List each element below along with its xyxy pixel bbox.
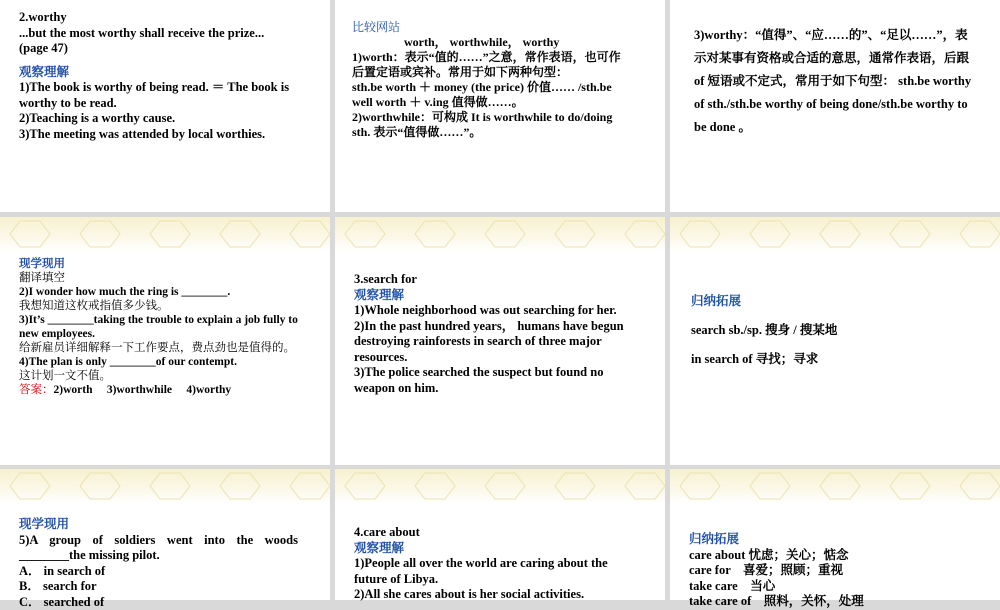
- section-heading: 归纳拓展: [691, 294, 981, 309]
- word-list: worth， worthwhile， worthy: [352, 35, 632, 50]
- question-2: 2)I wonder how much the ring is ________.: [19, 285, 304, 299]
- worth-patterns: sth.be worth ＋ money (the price) 价值…… /sth.be well worth ＋ v.ing 值得做……。: [352, 80, 632, 110]
- example-1: 1)Whole neighborhood was out searching for her.: [354, 303, 634, 319]
- section-heading: 观察理解: [19, 65, 309, 81]
- slide-compare: [335, 0, 665, 212]
- heading-search-for: 3.search for: [354, 272, 634, 288]
- expand-line-1: search sb./sp. 搜身 / 搜某地: [691, 323, 981, 338]
- option-a: A． in search of: [19, 564, 298, 580]
- banner: [0, 469, 330, 503]
- banner: [335, 469, 665, 503]
- section-heading: 观察理解: [354, 288, 634, 304]
- question-4: 4)The plan is only ________of our contempt.: [19, 355, 304, 369]
- section-heading: 观察理解: [354, 541, 634, 557]
- slide-search-expand: [670, 217, 1000, 465]
- hexagon-pattern-icon: [670, 217, 1000, 251]
- slide-search-for: [335, 217, 665, 465]
- question-5: 5)A group of soldiers went into the woods ________the missing pilot.: [19, 533, 298, 564]
- worthwhile-note: 2)worthwhile：可构成 It is worthwhile to do/doing sth. 表示“值得做……”。: [352, 110, 632, 140]
- question-4-cn: 这计划一文不值。: [19, 369, 304, 383]
- page-ref: (page 47): [19, 41, 309, 57]
- section-heading: 比较网站: [352, 20, 632, 35]
- example-2: 2)Teaching is a worthy cause.: [19, 111, 309, 127]
- example-1: 1)People all over the world are caring about the future of Libya.: [354, 556, 634, 587]
- heading-worthy: 2.worthy: [19, 10, 309, 26]
- hexagon-pattern-icon: [335, 217, 665, 251]
- slide-care-about: [335, 469, 665, 600]
- banner: [670, 217, 1000, 251]
- expand-line-4: take care of 照料，关怀，处理: [689, 594, 979, 610]
- expand-line-2: care for 喜爱；照顾；重视: [689, 563, 979, 579]
- worth-note: 1)worth：表示“值的……”之意，常作表语，也可作后置定语或宾补。常用于如下两种句型：: [352, 50, 632, 80]
- example-3: 3)The meeting was attended by local worthies.: [19, 127, 309, 143]
- slide-worthy: [0, 0, 330, 212]
- section-heading: 归纳拓展: [689, 532, 979, 548]
- option-b: B． search for: [19, 579, 298, 595]
- sub-heading: 翻译填空: [19, 271, 304, 285]
- option-c: C． searched of: [19, 595, 298, 610]
- hexagon-pattern-icon: [335, 469, 665, 503]
- worthy-note: 3)worthy：“值得”、“应……的”、“足以……”，表示对某事有资格或合适的意思，通常作表语，后跟 of 短语或不定式，常用于如下句型： sth.be worthy of sth./sth.be worthy of being done/sth.be worthy to be done 。: [694, 24, 972, 139]
- slide-care-expand: [670, 469, 1000, 600]
- section-heading: 现学现用: [19, 257, 304, 271]
- example-3: 3)The police searched the suspect but found no weapon on him.: [354, 365, 634, 396]
- slide-worthy-note: [670, 0, 1000, 212]
- question-3: 3)It’s ________taking the trouble to explain a job fully to new employees.: [19, 313, 304, 341]
- expand-line-1: care about 忧虑；关心；惦念: [689, 548, 979, 564]
- example-2: 2)In the past hundred years， humans have begun destroying rainforests in search of three major resources.: [354, 319, 634, 366]
- expand-line-3: take care 当心: [689, 579, 979, 595]
- expand-line-2: in search of 寻找；寻求: [691, 352, 981, 367]
- question-2-cn: 我想知道这枚戒指值多少钱。: [19, 299, 304, 313]
- example-2: 2)All she cares about is her social activities.: [354, 587, 634, 603]
- hexagon-pattern-icon: [0, 217, 330, 251]
- question-3-cn: 给新雇员详细解释一下工作要点，费点劲也是值得的。: [19, 341, 304, 355]
- answer-text: 2)worth 3)worthwhile 4)worthy: [54, 384, 232, 396]
- section-heading: 现学现用: [19, 517, 298, 533]
- banner: [335, 217, 665, 251]
- banner: [670, 469, 1000, 503]
- hexagon-pattern-icon: [670, 469, 1000, 503]
- heading-care-about: 4.care about: [354, 525, 634, 541]
- banner: [0, 217, 330, 251]
- quote-line: ...but the most worthy shall receive the prize...: [19, 26, 309, 42]
- slide-practice-search: [0, 469, 330, 600]
- answer-label: 答案：: [19, 384, 54, 396]
- example-1: 1)The book is worthy of being read. ＝ The book is worthy to be read.: [19, 80, 309, 111]
- hexagon-pattern-icon: [0, 469, 330, 503]
- slide-practice-worthy: [0, 217, 330, 465]
